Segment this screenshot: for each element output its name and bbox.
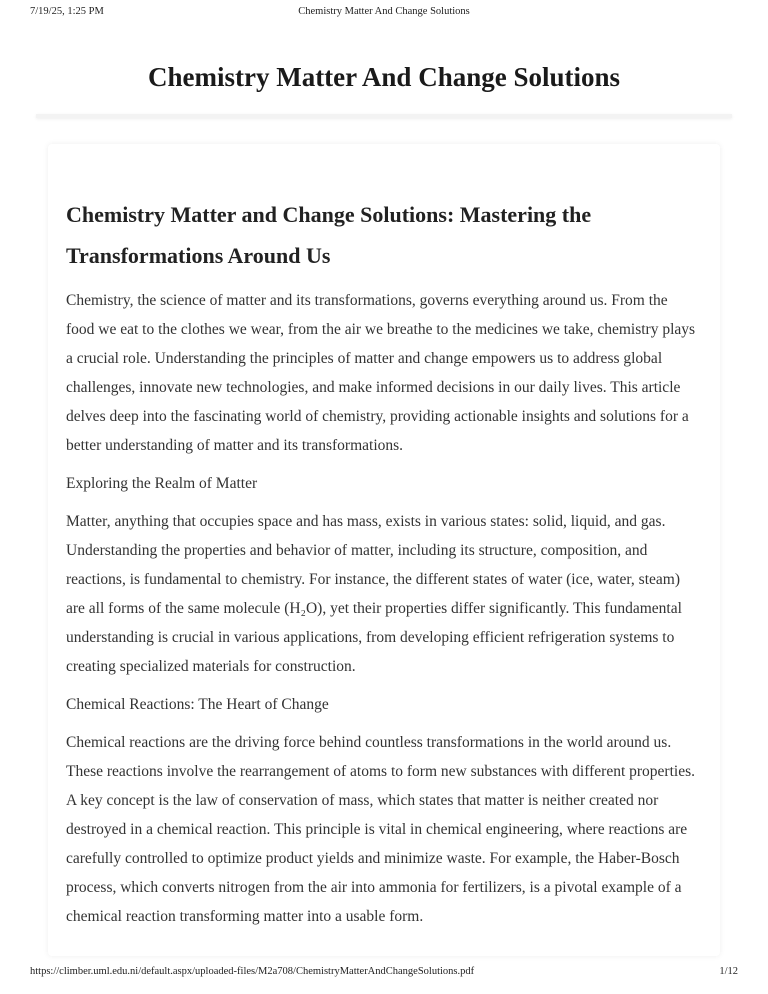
print-title: Chemistry Matter And Change Solutions — [298, 6, 470, 17]
paragraph-intro: Chemistry, the science of matter and its transformations, governs everything around us. From the food we eat to the clothes we wear, from the air we breathe to the medicines we take, chemistry plays a crucial role. Understanding the principles of matter and change empowers us to address global challenges, innovate new technologies, and make informed decisions in our daily lives. This article delves deep into the fascinating world of chemistry, providing actionable insights and solutions for a better understanding of matter and its transformations. — [66, 292, 696, 454]
print-header — [0, 6, 768, 20]
section-heading-reactions: Chemical Reactions: The Heart of Change — [66, 696, 329, 713]
article-heading: Chemistry Matter and Change Solutions: Mastering the Transformations Around Us — [66, 202, 592, 268]
article-content — [66, 194, 696, 940]
section-heading-matter: Exploring the Realm of Matter — [66, 475, 258, 492]
print-url: https://climber.uml.edu.ni/default.aspx/uploaded-files/M2a708/ChemistryMatterAndChangeSolutions.pdf — [30, 966, 475, 977]
paragraph-matter: Matter, anything that occupies space and has mass, exists in various states: solid, liquid, and gas. Understanding the properties and behavior of matter, including its structure, composition, and reactions, is fundamental to chemistry. For instance, the different states of water (ice, water, steam) are all forms of the same molecule (H₂O), yet their properties differ significantly. This fundamental understanding is crucial in various applications, from developing efficient refrigeration systems to creating specialized materials for construction. — [66, 513, 682, 675]
print-footer — [0, 966, 768, 980]
paragraph-reactions: Chemical reactions are the driving force behind countless transformations in the world around us. These reactions involve the rearrangement of atoms to form new substances with different properties. A key concept is the law of conservation of mass, which states that matter is neither created nor destroyed in a chemical reaction. This principle is vital in chemical engineering, where reactions are carefully controlled to optimize product yields and minimize waste. For example, the Haber-Bosch process, which converts nitrogen from the air into ammonia for fertilizers, is a pivotal example of a chemical reaction transforming matter into a usable form. — [66, 734, 695, 925]
print-datetime: 7/19/25, 1:25 PM — [30, 6, 104, 17]
page-number: 1/12 — [719, 966, 738, 977]
site-title: Chemistry Matter And Change Solutions — [147, 62, 621, 92]
header-divider — [36, 114, 732, 118]
